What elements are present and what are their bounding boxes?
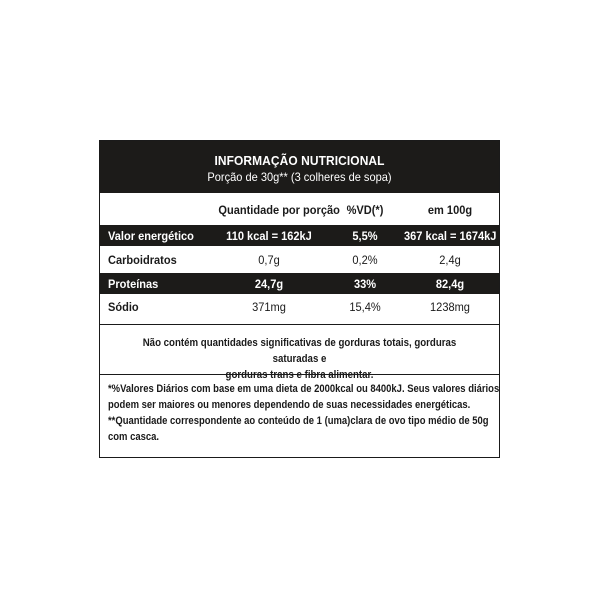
- column-header-vd: %VD(*): [346, 202, 384, 217]
- label-title: INFORMAÇÃO NUTRICIONAL: [214, 153, 385, 168]
- nutrient-per-portion: 371mg: [252, 299, 286, 314]
- not-significant-note: [100, 335, 499, 383]
- portion-size: Porção de 30g** (3 colheres de sopa): [207, 170, 392, 184]
- nutrient-per-100g: 2,4g: [439, 252, 461, 267]
- column-header-row: [100, 199, 499, 220]
- nutrient-vd: 5,5%: [352, 228, 378, 243]
- note-line: gorduras trans e fibra alimentar.: [225, 369, 374, 381]
- divider: [100, 374, 499, 375]
- nutrient-name: Sódio: [108, 299, 139, 314]
- nutrient-name: Proteínas: [108, 276, 159, 291]
- nutrient-per-portion: 110 kcal = 162kJ: [226, 228, 312, 243]
- table-row-carbs: [100, 249, 499, 270]
- note-line: Não contém quantidades significativas de gorduras totais, gorduras saturadas e: [142, 337, 457, 365]
- nutrition-facts-label: [99, 140, 500, 458]
- nutrient-per-100g: 82,4g: [435, 276, 465, 291]
- nutrient-vd: 0,2%: [352, 252, 378, 267]
- nutrient-per-portion: 24,7g: [254, 276, 284, 291]
- label-header: [100, 141, 499, 193]
- nutrient-per-100g: 367 kcal = 1674kJ: [404, 228, 497, 243]
- footnote-line: podem ser maiores ou menores dependendo de suas necessidades energéticas.: [108, 399, 471, 411]
- divider: [100, 324, 499, 325]
- nutrient-per-portion: 0,7g: [258, 252, 280, 267]
- table-row-sodium: [100, 296, 499, 317]
- nutrient-vd: 15,4%: [349, 299, 381, 314]
- footnote-line: **Quantidade correspondente ao conteúdo de 1 (uma)clara de ovo tipo médio de 50g: [108, 415, 489, 427]
- table-row-energy: [100, 225, 499, 246]
- footnote-line: com casca.: [108, 431, 160, 443]
- footnote-line: *%Valores Diários com base em uma dieta de 2000kcal ou 8400kJ. Seus valores diários: [108, 383, 500, 395]
- table-row-protein: [100, 273, 499, 294]
- nutrient-name: Carboidratos: [108, 252, 177, 267]
- column-header-per-portion: Quantidade por porção: [218, 202, 340, 217]
- footnotes: [108, 381, 500, 445]
- column-header-per-100g: em 100g: [427, 202, 473, 217]
- nutrient-per-100g: 1238mg: [430, 299, 470, 314]
- nutrient-vd: 33%: [353, 276, 377, 291]
- nutrient-name: Valor energético: [108, 228, 194, 243]
